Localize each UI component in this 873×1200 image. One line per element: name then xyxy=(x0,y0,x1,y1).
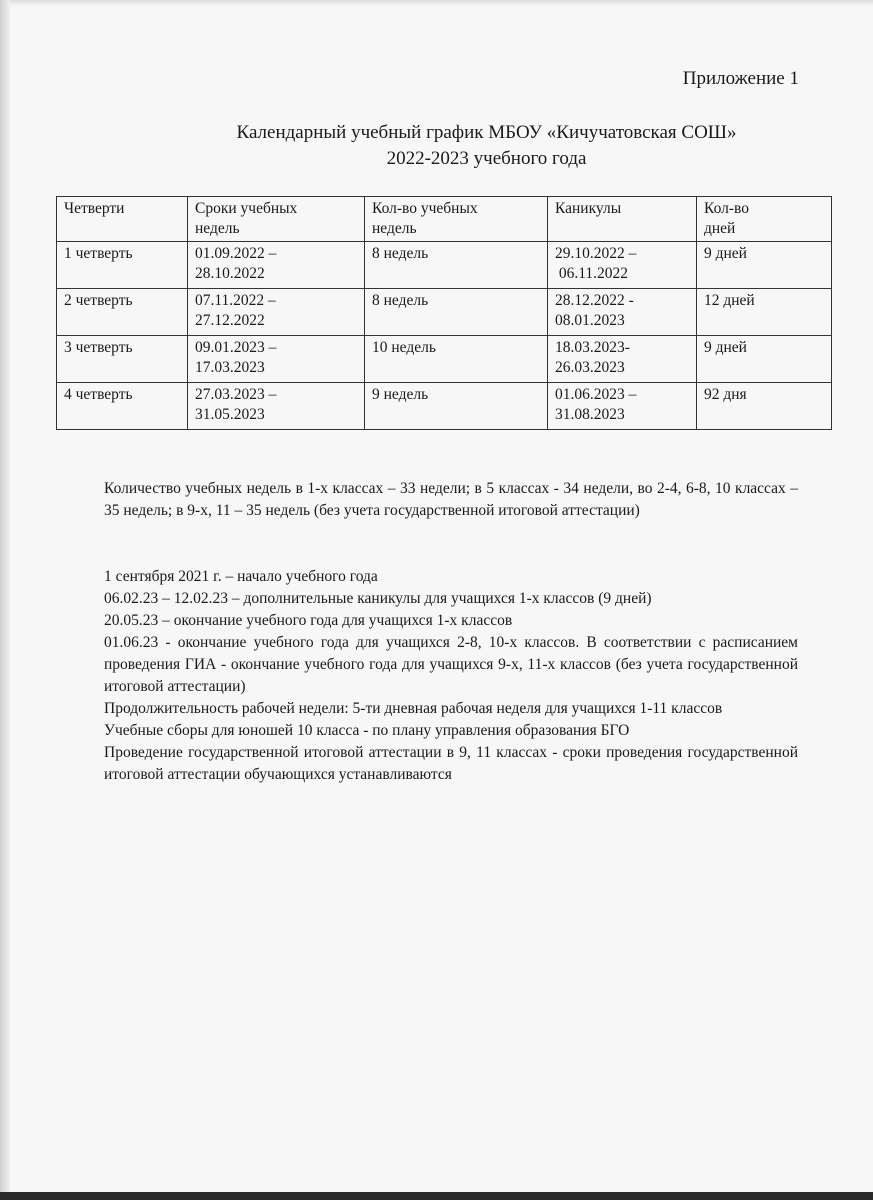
header-holidays: Каникулы xyxy=(548,197,697,242)
cell-quarter: 2 четверть xyxy=(57,289,188,336)
cell-period: 01.09.2022 – 28.10.2022 xyxy=(188,242,365,289)
cell-holiday: 18.03.2023- 26.03.2023 xyxy=(548,336,697,383)
cell-weeks: 8 недель xyxy=(365,242,548,289)
cell-holiday: 29.10.2022 – 06.11.2022 xyxy=(548,242,697,289)
cell-weeks: 10 недель xyxy=(365,336,548,383)
header-weeks-count: Кол-во учебных недель xyxy=(365,197,548,242)
cell-period: 27.03.2023 – 31.05.2023 xyxy=(188,383,365,430)
scan-edge-top xyxy=(0,0,873,6)
cell-days: 9 дней xyxy=(697,336,832,383)
note-state-attestation: Проведение государственной итоговой аттестации в 9, 11 классах - сроки проведения государственной итоговой аттестации обучающихся устанавливаются xyxy=(104,744,798,783)
cell-quarter: 1 четверть xyxy=(57,242,188,289)
note-extra-holidays: 06.02.23 – 12.02.23 – дополнительные каникулы для учащихся 1-х классов (9 дней) xyxy=(104,590,652,607)
cell-quarter: 4 четверть xyxy=(57,383,188,430)
cell-days: 12 дней xyxy=(697,289,832,336)
note-school-year-start: 1 сентября 2021 г. – начало учебного года xyxy=(104,568,378,585)
scan-edge-left xyxy=(0,0,10,1200)
note-end-other-grades: 01.06.23 - окончание учебного года для учащихся 2-8, 10-х классов. В соответствии с расписанием проведения ГИА - окончание учебного года для учащихся 9-х, 11-х классов (без учета государственной итоговой аттестации) xyxy=(104,634,798,695)
cell-weeks: 9 недель xyxy=(365,383,548,430)
header-study-period: Сроки учебных недель xyxy=(188,197,365,242)
notes-section xyxy=(104,478,798,786)
cell-holiday: 28.12.2022 - 08.01.2023 xyxy=(548,289,697,336)
title-line-2: 2022-2023 учебного года xyxy=(386,148,587,169)
weeks-count-paragraph: Количество учебных недель в 1-х классах – 33 недели; в 5 классах - 34 недели, во 2-4, 6-8, 10 классах – 35 недель; в 9-х, 11 – 35 недель (без учета государственной итоговой аттестации) xyxy=(104,480,798,519)
scan-edge-bottom xyxy=(0,1192,873,1200)
cell-weeks: 8 недель xyxy=(365,289,548,336)
note-end-grade1: 20.05.23 – окончание учебного года для учащихся 1-х классов xyxy=(104,612,513,629)
cell-days: 9 дней xyxy=(697,242,832,289)
table-row xyxy=(57,336,832,383)
cell-days: 92 дня xyxy=(697,383,832,430)
paragraph-gap xyxy=(104,522,798,566)
appendix-label: Приложение 1 xyxy=(682,68,799,89)
cell-quarter: 3 четверть xyxy=(57,336,188,383)
table-header-row xyxy=(57,197,832,242)
document-title xyxy=(0,120,873,172)
cell-period: 09.01.2023 – 17.03.2023 xyxy=(188,336,365,383)
note-training-camp: Учебные сборы для юношей 10 класса - по плану управления образования БГО xyxy=(104,722,630,739)
cell-period: 07.11.2022 – 27.12.2022 xyxy=(188,289,365,336)
note-work-week: Продолжительность рабочей недели: 5-ти дневная рабочая неделя для учащихся 1-11 классов xyxy=(104,700,723,717)
table-row xyxy=(57,289,832,336)
cell-holiday: 01.06.2023 – 31.08.2023 xyxy=(548,383,697,430)
table-row xyxy=(57,242,832,289)
title-line-1: Календарный учебный график МБОУ «Кичучатовская СОШ» xyxy=(236,122,737,143)
calendar-schedule-table xyxy=(56,196,832,430)
header-quarters: Четверти xyxy=(57,197,188,242)
header-days-count: Кол-во дней xyxy=(697,197,832,242)
table-row xyxy=(57,383,832,430)
